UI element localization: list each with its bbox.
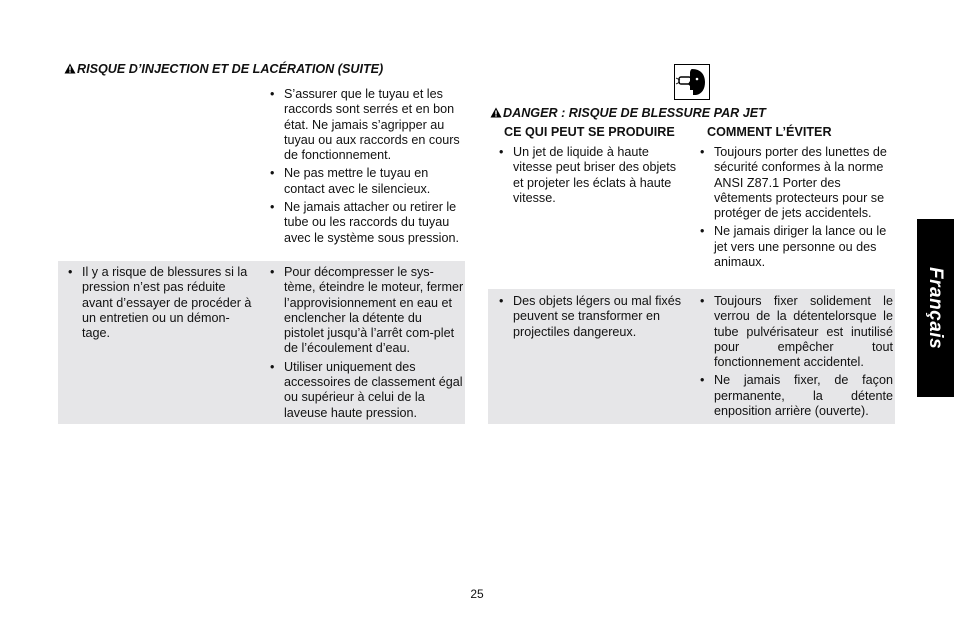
- list-item: • Utiliser uniquement des accessoires de classement égal ou supérieur à celui de la laveuse haute pression.: [269, 360, 464, 421]
- eye-protection-icon: [674, 64, 710, 100]
- list-item: • Ne jamais attacher ou retirer le tube ou les raccords du tuyau avec le système sous pression.: [269, 200, 464, 246]
- list-item: • Toujours fixer solidement le verrou de la détentelorsque le tube pulvérisateur est inutilisé pour empêcher tout fonctionnement accidentel.: [699, 294, 893, 370]
- right-row1-risk: [498, 145, 690, 209]
- left-heading-text: RISQUE D’INJECTION ET DE LACÉRATION (SUITE): [77, 62, 384, 76]
- left-row1-avoid: [269, 87, 464, 249]
- list-item: • Pour décompresser le sys-tème, éteindre le moteur, fermer l’approvisionnement en eau et enclencher la détente du pistolet jusqu’à l’arrêt com-plet de l’écoulement d’eau.: [269, 265, 464, 357]
- list-item: • Ne jamais fixer, de façon permanente, la détente enposition arrière (ouverte).: [699, 373, 893, 419]
- right-section-heading: [490, 106, 766, 121]
- right-row2-risk: [498, 294, 688, 343]
- warning-triangle-icon: [490, 107, 502, 118]
- list-item: • S’assurer que le tuyau et les raccords sont serrés et en bon état. Ne jamais s’agripper au tuyau ou aux raccords en cours de fonctionnement.: [269, 87, 464, 163]
- list-item: • Toujours porter des lunettes de sécurité conformes à la norme ANSI Z87.1 Porter des vêtements protecteurs pour se protéger de jets accidentels.: [699, 145, 893, 221]
- list-item: • Un jet de liquide à haute vitesse peut briser des objets et projeter les éclats à haute vitesse.: [498, 145, 690, 206]
- right-heading-text: DANGER : RISQUE DE BLESSURE PAR JET: [503, 106, 766, 120]
- page-number: 25: [470, 587, 484, 601]
- right-row2-avoid: [699, 294, 893, 422]
- warning-triangle-icon: [64, 63, 76, 74]
- list-item: • Ne pas mettre le tuyau en contact avec le silencieux.: [269, 166, 464, 197]
- list-item: • Il y a risque de blessures si la pression n’est pas réduite avant d’essayer de procéder à un entretien ou un démon-tage.: [67, 265, 257, 341]
- list-item: • Ne jamais diriger la lance ou le jet vers une personne ou des animaux.: [699, 224, 893, 270]
- left-row2-risk: [67, 265, 257, 344]
- right-row1-avoid: [699, 145, 893, 273]
- list-item: • Des objets légers ou mal fixés peuvent se transformer en projectiles dangereux.: [498, 294, 688, 340]
- left-section-heading: [64, 62, 383, 77]
- left-row2-avoid: [269, 265, 464, 424]
- column-header-avoid: COMMENT L’ÉVITER: [707, 125, 832, 139]
- language-tab: Français: [917, 219, 954, 397]
- column-header-risk: CE QUI PEUT SE PRODUIRE: [504, 125, 675, 139]
